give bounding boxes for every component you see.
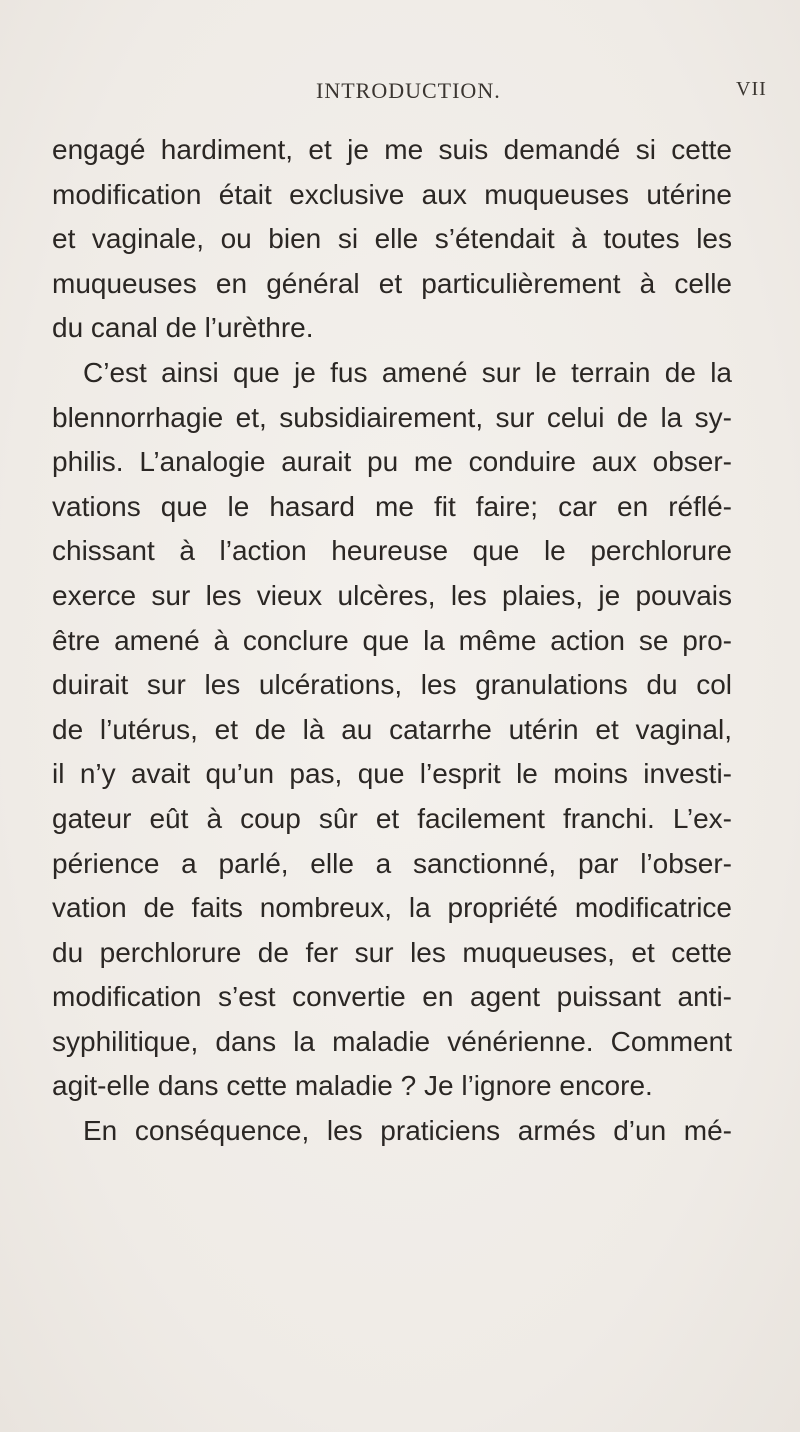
text-line: C’est ainsi que je fus amené sur le terrain de la xyxy=(83,356,732,388)
text-line: du canal de l’urèthre. xyxy=(52,312,314,344)
running-head xyxy=(0,78,800,108)
text-line: et vaginale, ou bien si elle s’étendait à toutes les xyxy=(52,223,732,255)
text-line: agit-elle dans cette maladie ? Je l’ignore encore. xyxy=(52,1070,653,1102)
text-line: de l’utérus, et de là au catarrhe utérin et vaginal, xyxy=(52,713,732,745)
text-line: il n’y avait qu’un pas, que l’esprit le moins investi- xyxy=(52,758,732,790)
text-line: philis. L’analogie aurait pu me conduire aux obser- xyxy=(52,446,732,478)
text-line: blennorrhagie et, subsidiairement, sur celui de la sy- xyxy=(52,401,732,433)
text-line: chissant à l’action heureuse que le perchlorure xyxy=(52,535,732,567)
page-number: VII xyxy=(736,78,767,100)
text-line: être amené à conclure que la même action se pro- xyxy=(52,624,732,656)
text-line: gateur eût à coup sûr et facilement franchi. L’ex- xyxy=(52,802,732,834)
text-line: syphilitique, dans la maladie vénérienne. Comment xyxy=(52,1025,732,1057)
text-line: duirait sur les ulcérations, les granulations du col xyxy=(52,669,732,701)
text-line: modification était exclusive aux muqueuses utérine xyxy=(52,178,732,210)
text-body xyxy=(52,128,732,1154)
text-line: du perchlorure de fer sur les muqueuses, et cette xyxy=(52,936,732,968)
running-title: INTRODUCTION. xyxy=(316,78,501,103)
text-line: vations que le hasard me fit faire; car en réflé- xyxy=(52,490,732,522)
text-line: muqueuses en général et particulièrement à celle xyxy=(52,267,732,299)
text-line: exerce sur les vieux ulcères, les plaies, je pouvais xyxy=(52,579,732,611)
text-line: modification s’est convertie en agent puissant anti- xyxy=(52,981,732,1013)
text-line: périence a parlé, elle a sanctionné, par l’obser- xyxy=(52,847,732,879)
text-line: En conséquence, les praticiens armés d’un mé- xyxy=(83,1115,732,1147)
text-line: vation de faits nombreux, la propriété modificatrice xyxy=(52,892,732,924)
text-line: engagé hardiment, et je me suis demandé si cette xyxy=(52,134,732,165)
